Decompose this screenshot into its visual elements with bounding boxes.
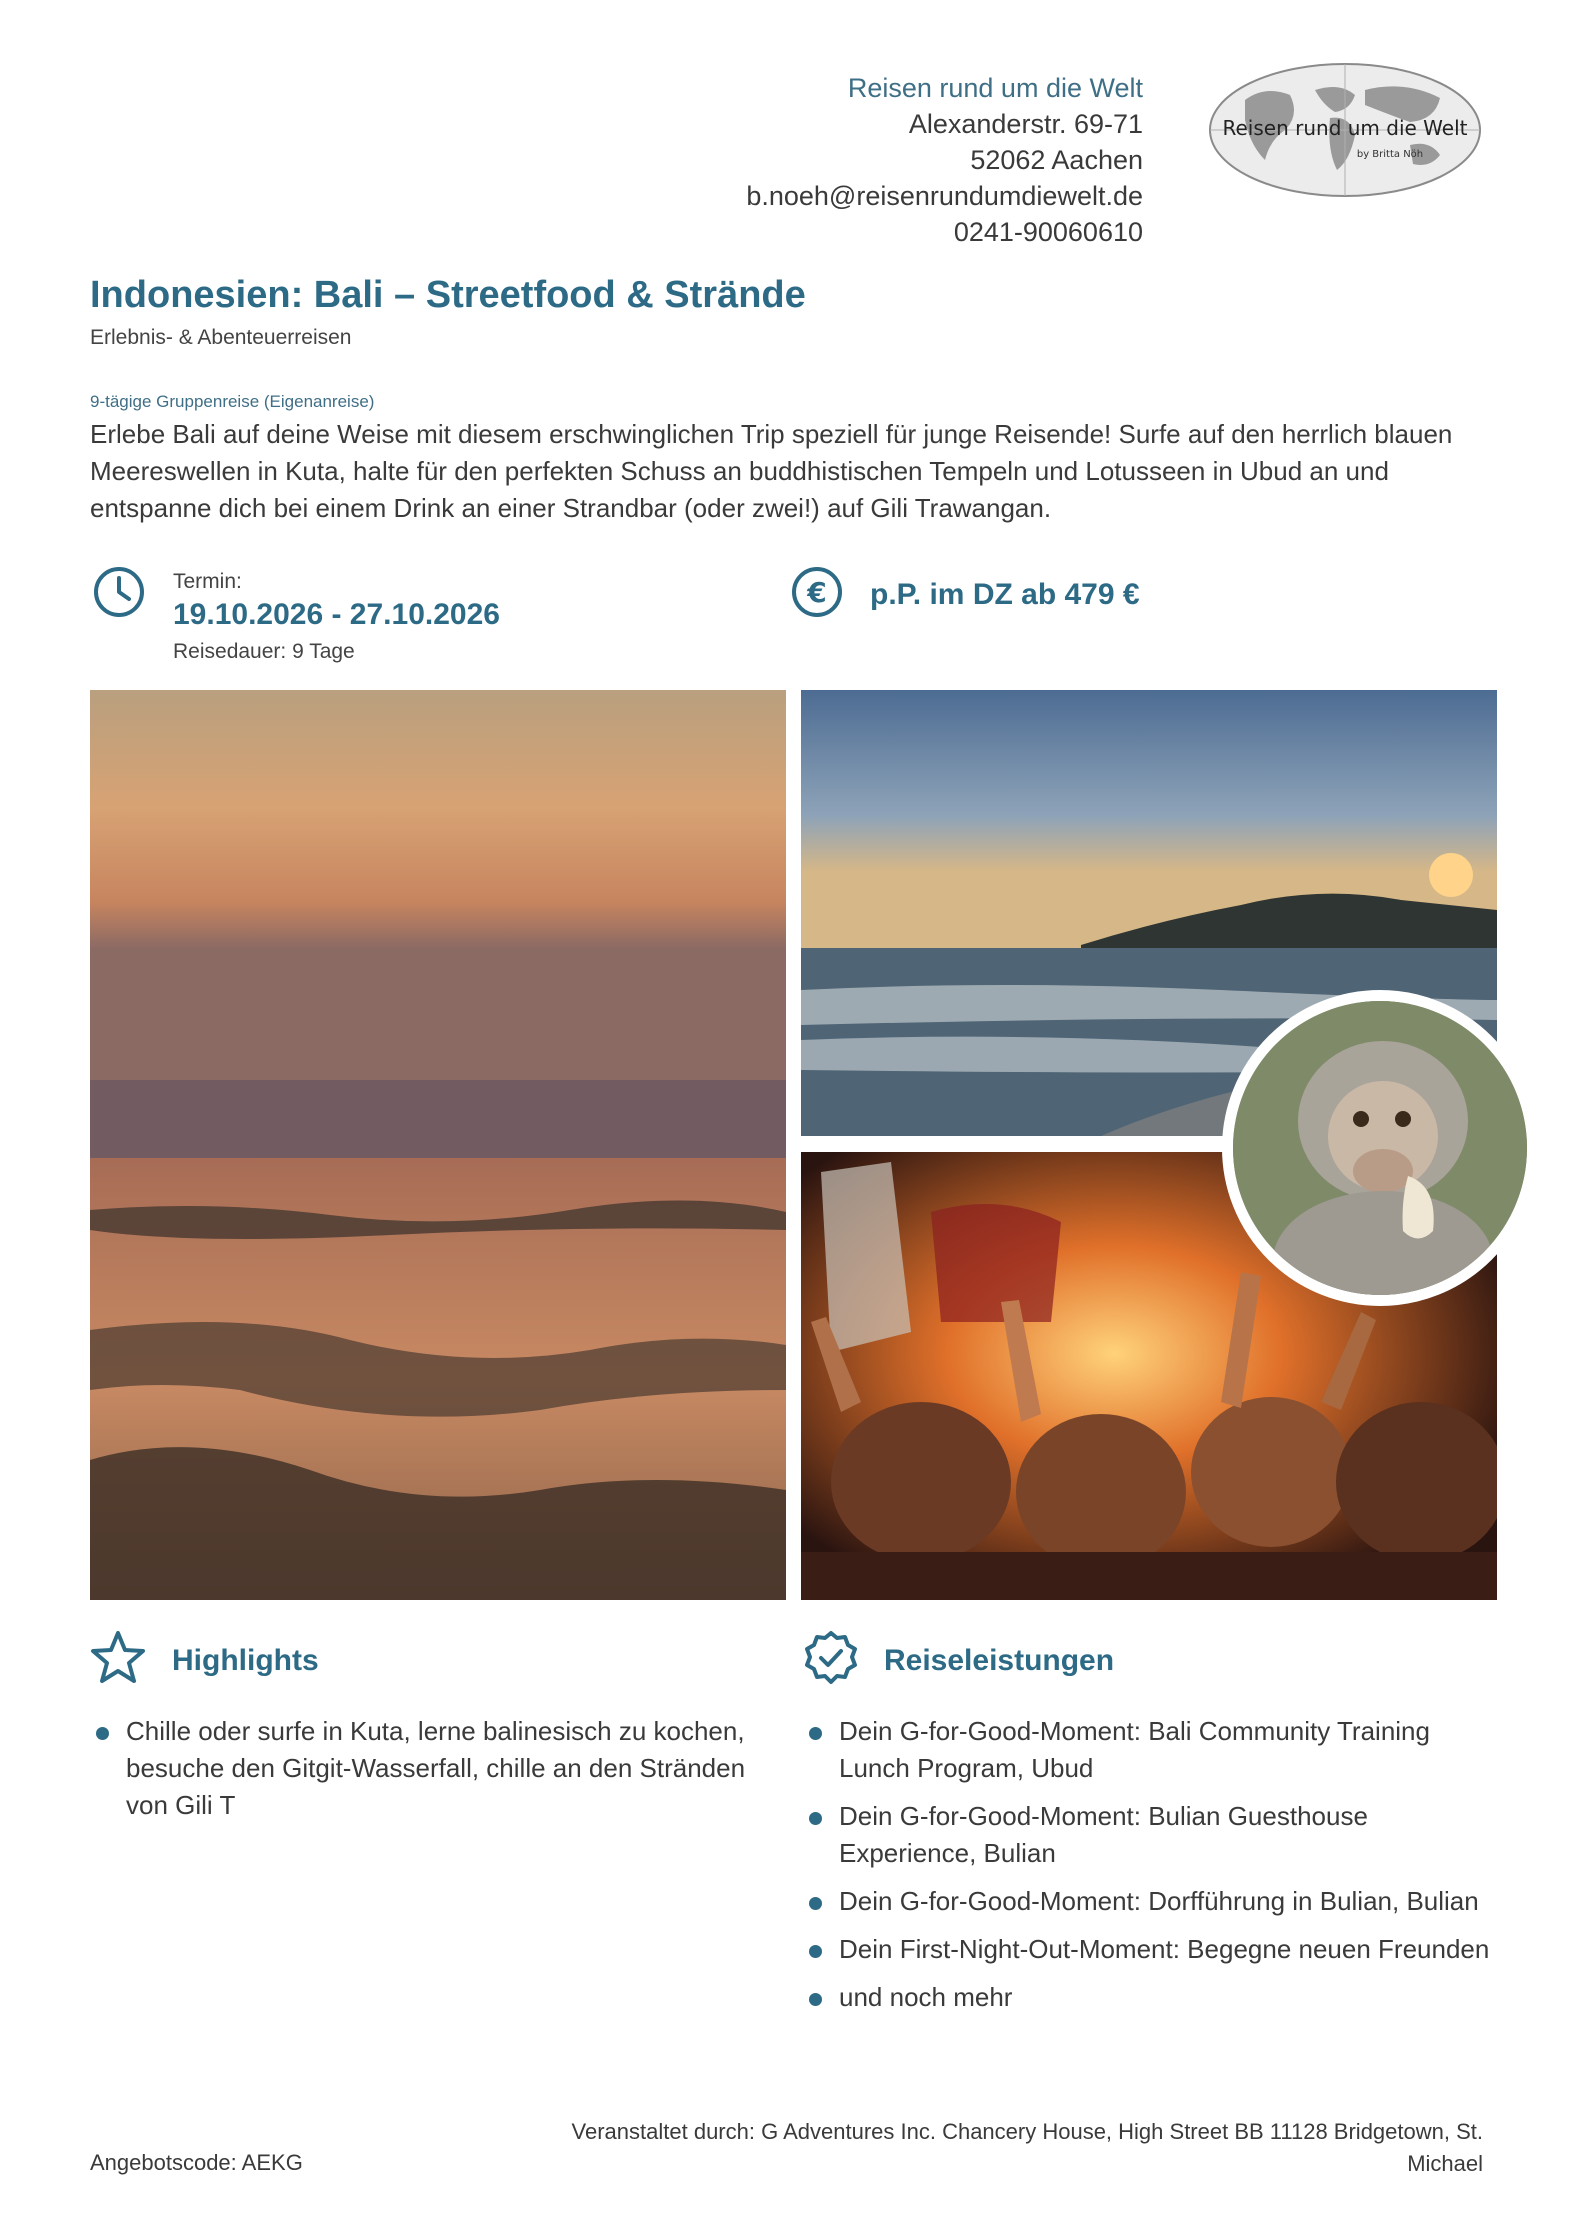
list-item: Chille oder surfe in Kuta, lerne balinesisch zu kochen, besuche den Gitgit-Wasserfall, chille an den Stränden von Gili T: [90, 1713, 780, 1824]
clock-icon: [92, 565, 146, 619]
bullet-icon: [809, 1993, 822, 2006]
trip-type: 9-tägige Gruppenreise (Eigenanreise): [90, 392, 375, 411]
monkey-photo: [1222, 990, 1538, 1306]
check-badge-icon: [801, 1628, 861, 1688]
offer-code: Angebotscode: AEKG: [90, 2150, 303, 2175]
address-city: 52062 Aachen: [970, 145, 1143, 175]
company-logo: [1205, 60, 1485, 200]
contact-email[interactable]: b.noeh@reisenrundumdiewelt.de: [746, 181, 1143, 211]
list-item: Dein G-for-Good-Moment: Bali Community Training Lunch Program, Ubud: [803, 1713, 1493, 1787]
date-range: 19.10.2026 - 27.10.2026: [173, 598, 500, 631]
services-title: Reiseleistungen: [884, 1644, 1115, 1677]
contact-phone[interactable]: 0241-90060610: [953, 217, 1143, 247]
trip-title: Indonesien: Bali – Streetfood & Strände: [90, 274, 806, 316]
contact-block: [746, 70, 1143, 250]
trip-duration: Reisedauer: 9 Tage: [173, 640, 355, 663]
euro-icon: [790, 565, 844, 619]
star-icon: [88, 1628, 148, 1688]
date-label: Termin:: [173, 570, 242, 593]
list-item: Dein G-for-Good-Moment: Bulian Guesthouse Experience, Bulian: [803, 1798, 1493, 1872]
list-item: und noch mehr: [803, 1979, 1493, 2016]
company-name: Reisen rund um die Welt: [847, 73, 1143, 103]
highlights-title: Highlights: [172, 1644, 319, 1677]
bullet-icon: [809, 1812, 822, 1825]
organizer-info: Veranstaltet durch: G Adventures Inc. Chancery House, High Street BB 11128 Bridgetown, St. Michael: [571, 2119, 1483, 2176]
trip-category: Erlebnis- & Abenteuerreisen: [90, 326, 352, 349]
logo-subtext: by Britta Nöh: [1356, 149, 1424, 160]
services-list: [803, 1713, 1493, 2027]
bullet-icon: [809, 1945, 822, 1958]
bullet-icon: [96, 1727, 109, 1740]
list-item: Dein First-Night-Out-Moment: Begegne neuen Freunden: [803, 1931, 1493, 1968]
bullet-icon: [809, 1897, 822, 1910]
logo-text: Reisen rund um die Welt: [1222, 116, 1468, 140]
bullet-icon: [809, 1727, 822, 1740]
sunset-beach-photo: [90, 690, 786, 1600]
list-item: Dein G-for-Good-Moment: Dorfführung in Bulian, Bulian: [803, 1883, 1493, 1920]
address-street: Alexanderstr. 69-71: [908, 109, 1143, 139]
trip-description: Erlebe Bali auf deine Weise mit diesem erschwinglichen Trip speziell für junge Reisende! Surfe auf den herrlich blauen Meereswellen in Kuta, halte für den perfekten Schuss an buddhistischen Tempeln und Lotusseen in Ubud an und entspanne dich bei einem Drink an einer Strandbar (oder zwei!) auf Gili Trawangan.: [90, 419, 1453, 523]
svg-text:€: €: [807, 576, 827, 609]
highlights-list: [90, 1713, 780, 1835]
price-text: p.P. im DZ ab 479 €: [870, 578, 1140, 611]
